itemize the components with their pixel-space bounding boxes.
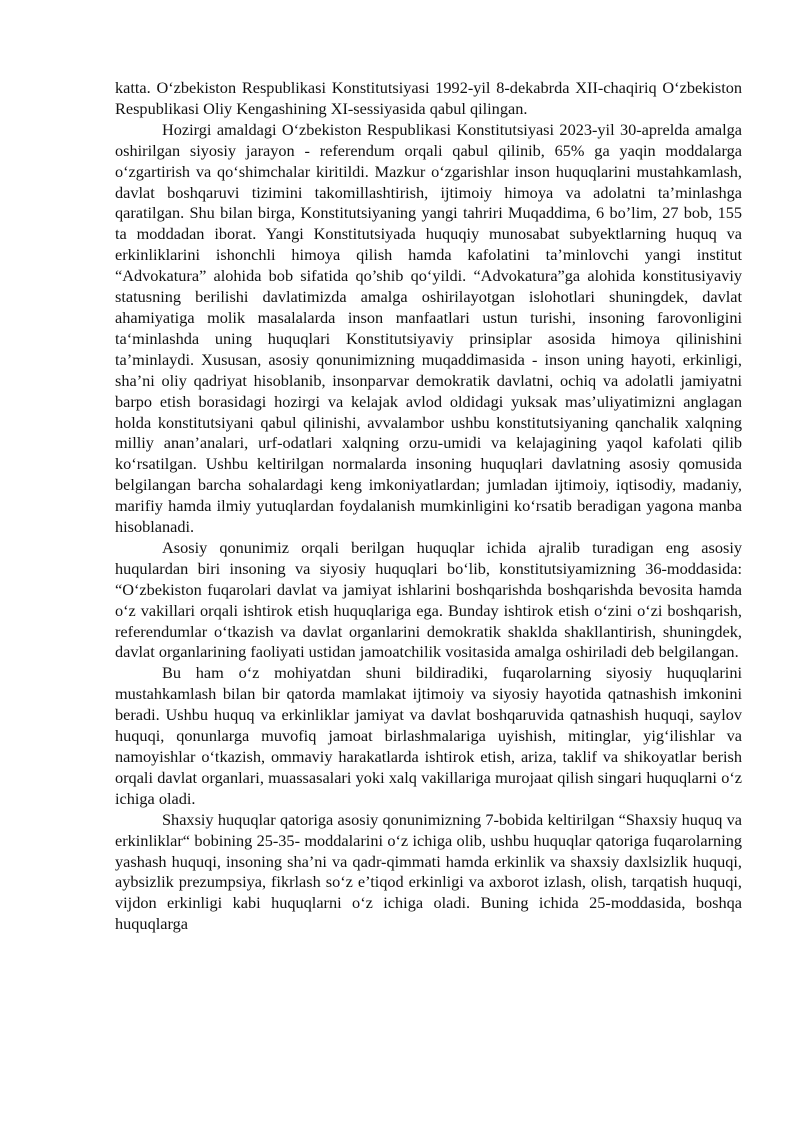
paragraph-continuation: katta. O‘zbekiston Respublikasi Konstitutsiyasi 1992-yil 8-dekabrda XII-chaqiriq O‘zbekiston Respublikasi Oliy Kengashining XI-sessiyasida qabul qilingan. xyxy=(115,78,742,118)
paragraph-political-rights: Asosiy qonunimiz orqali berilgan huquqlar ichida ajralib turadigan eng asosiy huqulardan biri insoning va siyosiy huquqlari bo‘lib, konstitutsiyamizning 36-moddasida: “O‘zbekiston fuqarolari davlat va jamiyat ishlarini boshqarishda boshqarishda bevosita hamda o‘z vakillari orqali ishtirok etish huquqlariga ega. Bunday ishtirok etish o‘zini o‘zi boshqarish, referendumlar o‘tkazish va davlat organlarini demokratik shaklda shakllantirish, shuningdek, davlat organlarining faoliyati ustidan jamoatchilik vositasida amalga oshiriladi deb belgilangan. xyxy=(115,537,742,662)
paragraph-participation: Bu ham o‘z mohiyatdan shuni bildiradiki, fuqarolarning siyosiy huquqlarini mustahkamlash bilan bir qatorda mamlakat ijtimoiy va siyosiy hayotida qatnashish imkonini beradi. Ushbu huquq va erkinliklar jamiyat va davlat boshqaruvida qatnashish huquqi, saylov huquqi, qonunlarga muvofiq jamoat birlashmalariga uyishish, mitinglar, yig‘ilishlar va namoyishlar o‘tkazish, ommaviy harakatlarda ishtirok etish, ariza, taklif va shikoyatlar berish orqali davlat organlari, muassasalari yoki xalq vakillariga murojaat qilish singari huquqlarni o‘z ichiga oladi. xyxy=(115,663,742,808)
paragraph-personal-rights: Shaxsiy huquqlar qatoriga asosiy qonunimizning 7-bobida keltirilgan “Shaxsiy huquq va erkinliklar“ bobining 25-35- moddalarini o‘z ichiga olib, ushbu huquqlar qatoriga fuqarolarning yashash huquqi, insoning sha’ni va qadr-qimmati hamda erkinlik va shaxsiy daxlsizlik huquqi, aybsizlik prezumpsiya, fikrlash so‘z e’tiqod erkinligi va axborot izlash, olish, tarqatish huquqi, vijdon erkinligi kabi huquqlarni o‘z ichiga oladi. Buning ichida 25-moddasida, boshqa huquqlarga xyxy=(115,809,742,934)
document-page xyxy=(115,78,742,935)
paragraph-constitution-2023: Hozirgi amaldagi O‘zbekiston Respublikasi Konstitutsiyasi 2023-yil 30-aprelda amalga oshirilgan siyosiy jarayon - referendum orqali qabul qilinib, 65% ga yaqin moddalarga o‘zgartirish va qo‘shimchalar kiritildi. Mazkur o‘zgarishlar inson huquqlarini mustahkamlash, davlat boshqaruvi tizimini takomillashtirish, ijtimoiy himoya va adolatni ta’minlashga qaratilgan. Shu bilan birga, Konstitutsiyaning yangi tahriri Muqaddima, 6 bo’lim, 27 bob, 155 ta moddadan iborat. Yangi Konstitutsiyada huquqiy munosabat subyektlarning huquq va erkinliklarini ishonchli himoya qilish hamda kafolatini ta’minlovchi yangi institut “Advokatura” alohida bob sifatida qo’shib qo‘yildi. “Advokatura”ga alohida konstitusiyaviy statusning berilishi davlatimizda amalga oshirilayotgan islohotlari shuningdek, davlat ahamiyatiga molik masalalarda inson manfaatlari ustun turishi, insoning farovonligini ta‘minlashda uning huquqlari Konstitutsiyaviy prinsiplar asosida himoya qilinishini ta’minlaydi. Xususan, asosiy qonunimizning muqaddimasida - inson uning hayoti, erkinligi, sha’ni oliy qadriyat hisoblanib, insonparvar demokratik davlatni, ochiq va adolatli jamiyatni barpo etish borasidagi hozirgi va kelajak avlod oldidagi yuksak mas’uliyatimizni anglagan holda konstitutsiyani qabul qilinishi, avvalambor ushbu konstitutsiyaning qanchalik xalqning milliy anan’analari, urf-odatlari xalqning orzu-umidi va kelajagining yaqol kafolati qilib ko‘rsatilgan. Ushbu keltirilgan normalarda insoning huquqlari davlatning asosiy qomusida belgilangan barcha sohalardagi keng imkoniyatlardan; jumladan ijtimoiy, iqtisodiy, madaniy, marifiy hamda ilmiy yutuqlardan foydalanish mumkinligini ko‘rsatib beradigan yagona manba hisoblanadi. xyxy=(115,119,742,537)
